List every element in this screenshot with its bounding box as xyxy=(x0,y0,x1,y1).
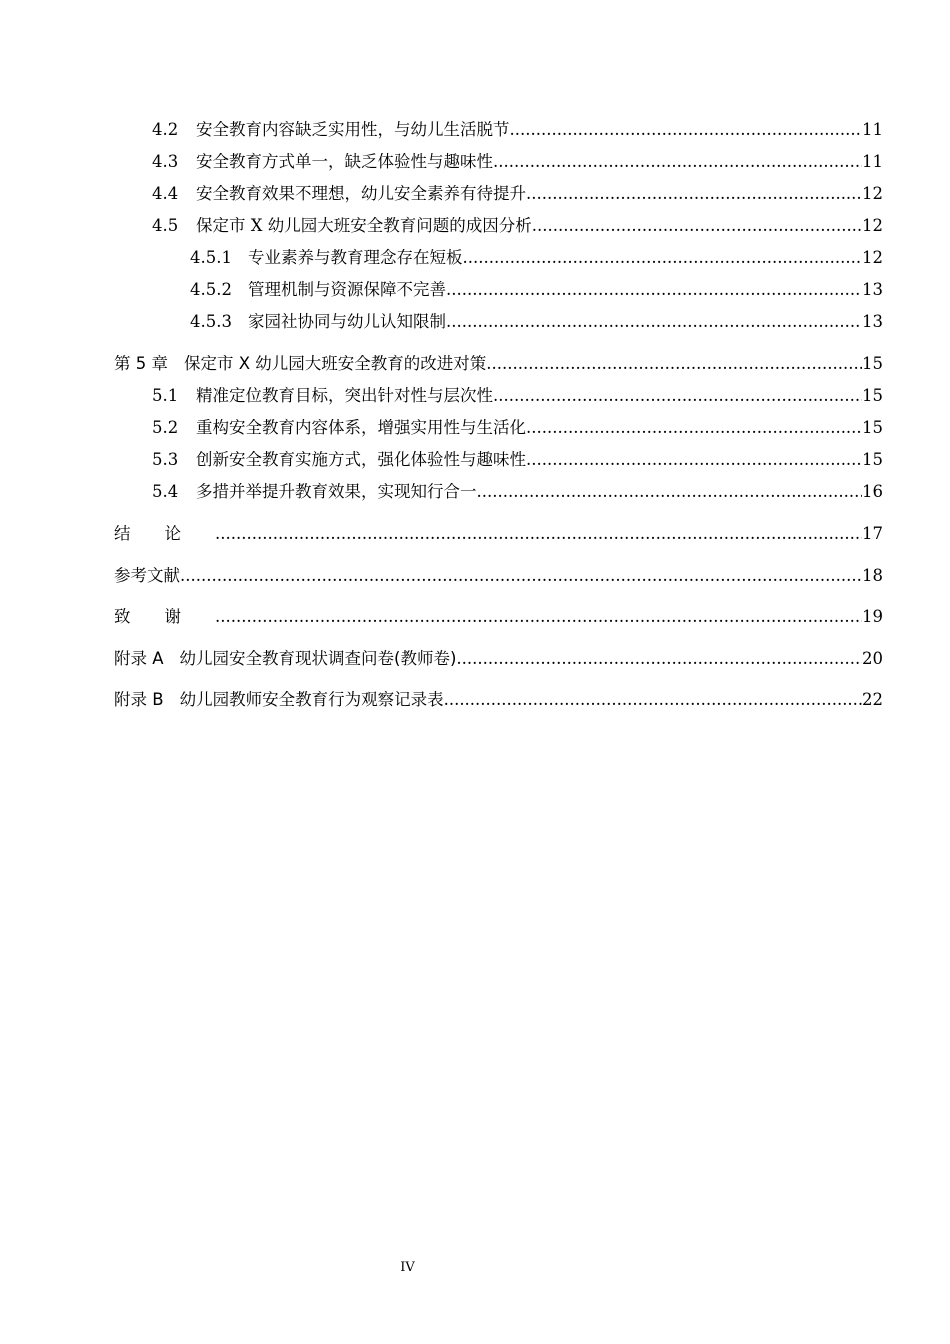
toc-entry-page: 18 xyxy=(862,565,883,585)
toc-entry-page: 11 xyxy=(862,120,883,139)
toc-entry-title: 致谢 xyxy=(114,607,215,626)
toc-entry-page: 12 xyxy=(862,248,883,267)
dot-leader xyxy=(215,522,862,546)
toc-entry-number: 5.4 xyxy=(152,482,179,501)
toc-entry-title: 幼儿园教师安全教育行为观察记录表 xyxy=(179,690,444,709)
dot-leader xyxy=(444,688,862,712)
toc-entry-title: 安全教育方式单一，缺乏体验性与趣味性 xyxy=(196,152,493,171)
toc-appendix-a[interactable] xyxy=(114,647,883,689)
toc-entry-title: 精准定位教育目标，突出针对性与层次性 xyxy=(196,386,493,405)
dot-leader xyxy=(493,384,862,408)
dot-leader xyxy=(477,480,863,504)
toc-entry-number: 5.1 xyxy=(152,386,179,405)
toc-entry-4-3[interactable] xyxy=(114,150,883,182)
toc-entry-4-5-1[interactable] xyxy=(114,246,883,278)
toc-entry-number: 4.2 xyxy=(152,120,179,139)
toc-entry-title: 专业素养与教育理念存在短板 xyxy=(248,248,463,267)
toc-entry-title: 结论 xyxy=(114,524,215,543)
dot-leader xyxy=(180,564,862,588)
toc-entry-4-5-3[interactable] xyxy=(114,310,883,342)
toc-entry-title: 参考文献 xyxy=(114,565,180,585)
dot-leader xyxy=(446,278,862,302)
toc-entry-page: 15 xyxy=(862,386,883,405)
toc-entry-page: 22 xyxy=(862,690,883,709)
toc-entry-4-5[interactable] xyxy=(114,214,883,246)
toc-appendix-label: 附录 A xyxy=(114,648,164,668)
toc-entry-number: 5.2 xyxy=(152,418,179,437)
dot-leader xyxy=(526,416,862,440)
dot-leader xyxy=(532,214,862,238)
toc-entry-number: 4.5.3 xyxy=(190,312,232,331)
dot-leader xyxy=(526,182,862,206)
toc-conclusion[interactable] xyxy=(114,522,883,564)
dot-leader xyxy=(456,647,862,671)
toc-entry-number: 4.5.1 xyxy=(190,248,232,267)
toc-entry-number: 4.5 xyxy=(152,216,179,235)
toc-entry-5-1[interactable] xyxy=(114,384,883,416)
toc-entry-page: 20 xyxy=(862,648,883,668)
toc-entry-title: 重构安全教育内容体系，增强实用性与生活化 xyxy=(196,418,526,437)
toc-entry-page: 13 xyxy=(862,312,883,331)
toc-entry-title: 创新安全教育实施方式，强化体验性与趣味性 xyxy=(196,450,526,469)
toc-appendix-b[interactable] xyxy=(114,688,883,730)
page-number: IV xyxy=(400,1260,415,1275)
toc-references[interactable] xyxy=(114,564,883,606)
toc-entry-5-3[interactable] xyxy=(114,448,883,480)
toc-entry-title: 家园社协同与幼儿认知限制 xyxy=(248,312,446,331)
toc-entry-number: 4.4 xyxy=(152,184,179,203)
toc-entry-page: 15 xyxy=(862,354,883,373)
dot-leader xyxy=(510,118,863,142)
toc-entry-number: 5.3 xyxy=(152,450,179,469)
dot-leader xyxy=(215,605,862,629)
toc-entry-page: 15 xyxy=(862,418,883,437)
toc-entry-title: 保定市 X 幼儿园大班安全教育问题的成因分析 xyxy=(196,216,532,235)
toc-entry-4-4[interactable] xyxy=(114,182,883,214)
toc-entry-page: 13 xyxy=(862,280,883,299)
toc-entry-title: 安全教育效果不理想，幼儿安全素养有待提升 xyxy=(196,184,526,203)
toc-entry-page: 16 xyxy=(862,482,883,501)
toc-entry-5-4[interactable] xyxy=(114,480,883,512)
dot-leader xyxy=(446,310,862,334)
dot-leader xyxy=(463,246,863,270)
toc-chapter-number: 第 5 章 xyxy=(114,354,168,373)
toc-chapter-title: 保定市 X 幼儿园大班安全教育的改进对策 xyxy=(184,354,487,373)
toc-entry-title: 管理机制与资源保障不完善 xyxy=(248,280,446,299)
dot-leader xyxy=(526,448,862,472)
dot-leader xyxy=(486,352,862,376)
toc-chapter-5[interactable] xyxy=(114,352,883,384)
toc-entry-title: 多措并举提升教育效果，实现知行合一 xyxy=(196,482,477,501)
toc-entry-5-2[interactable] xyxy=(114,416,883,448)
toc-entry-page: 12 xyxy=(862,216,883,235)
table-of-contents xyxy=(114,118,883,730)
toc-entry-page: 17 xyxy=(862,524,883,543)
dot-leader xyxy=(493,150,862,174)
toc-entry-page: 12 xyxy=(862,184,883,203)
toc-entry-title: 幼儿园安全教育现状调查问卷(教师卷) xyxy=(179,648,457,668)
toc-entry-page: 11 xyxy=(862,152,883,171)
toc-appendix-label: 附录 B xyxy=(114,690,164,709)
toc-entry-number: 4.3 xyxy=(152,152,179,171)
toc-acknowledgements[interactable] xyxy=(114,605,883,647)
toc-entry-4-2[interactable] xyxy=(114,118,883,150)
toc-entry-page: 15 xyxy=(862,450,883,469)
toc-entry-title: 安全教育内容缺乏实用性，与幼儿生活脱节 xyxy=(196,120,510,139)
toc-entry-4-5-2[interactable] xyxy=(114,278,883,310)
toc-entry-number: 4.5.2 xyxy=(190,280,232,299)
toc-entry-page: 19 xyxy=(862,607,883,626)
